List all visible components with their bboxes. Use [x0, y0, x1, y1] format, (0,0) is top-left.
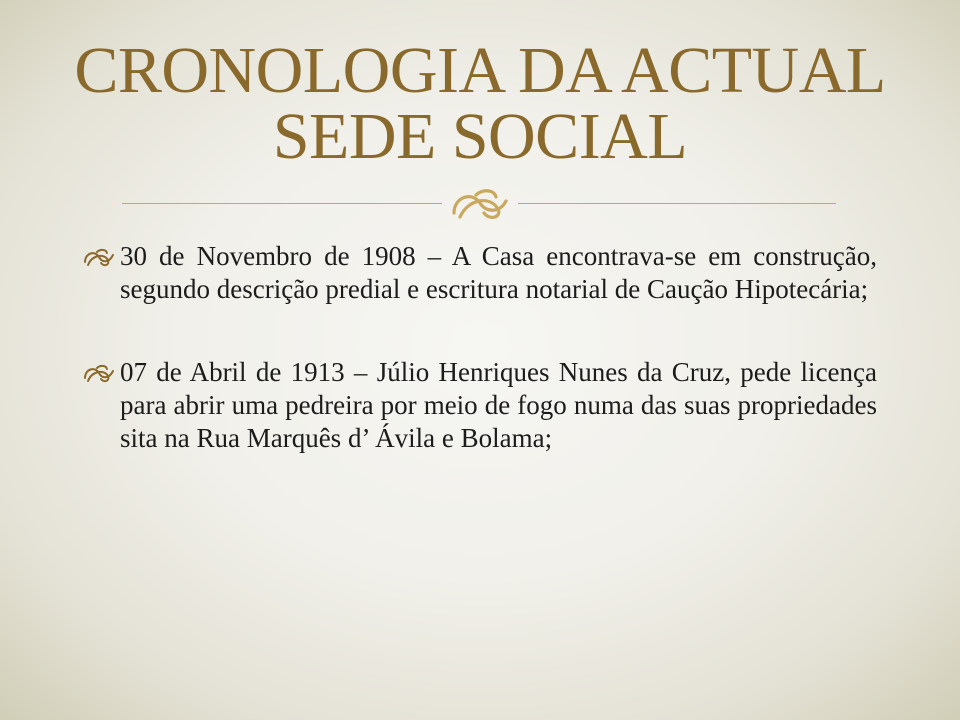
flourish-icon — [446, 183, 514, 223]
title-divider-left — [122, 203, 442, 204]
list-item-text: 07 de Abril de 1913 – Júlio Henriques Nunes da Cruz, pede licença para abrir uma pedreira por meio de fogo numa das suas propriedades sita na Rua Marquês d’ Ávila e Bolama; — [120, 357, 877, 453]
flourish-bullet-icon — [82, 246, 116, 268]
slide-title: CRONOLOGIA DA ACTUAL SEDE SOCIAL — [74, 34, 886, 173]
bullet-list — [82, 240, 877, 505]
list-item — [82, 240, 877, 306]
list-item-text: 30 de Novembro de 1908 – A Casa encontrava-se em construção, segundo descrição predial e escritura notarial de Caução Hipotecária; — [120, 241, 877, 304]
flourish-bullet-icon — [82, 362, 116, 384]
list-item — [82, 356, 877, 455]
title-divider-right — [518, 203, 836, 204]
